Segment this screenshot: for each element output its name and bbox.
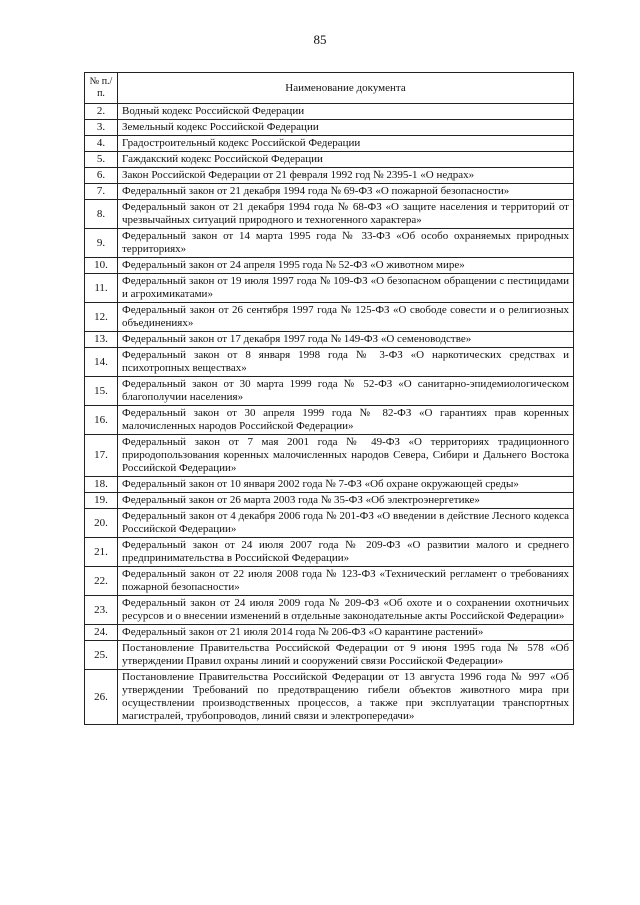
table-row: [85, 641, 574, 670]
document-name: Федеральный закон от 24 апреля 1995 года № 52-ФЗ «О животном мире»: [118, 258, 574, 274]
document-name: Федеральный закон от 4 декабря 2006 года № 201-ФЗ «О введении в действие Лесного кодекса Российской Федерации»: [118, 509, 574, 538]
row-number: 26.: [85, 670, 118, 725]
document-name: Градостроительный кодекс Российской Федерации: [118, 136, 574, 152]
row-number: 21.: [85, 538, 118, 567]
document-name: Федеральный закон от 24 июля 2007 года № 209-ФЗ «О развитии малого и среднего предпринимательства в Российской Федерации»: [118, 538, 574, 567]
document-name: Гаждакский кодекс Российской Федерации: [118, 152, 574, 168]
document-name: Федеральный закон от 22 июля 2008 года № 123-ФЗ «Технический регламент о требованиях пожарной безопасности»: [118, 567, 574, 596]
table-row: [85, 152, 574, 168]
row-number: 9.: [85, 229, 118, 258]
documents-table: [84, 72, 574, 725]
document-name: Федеральный закон от 17 декабря 1997 года № 149-ФЗ «О семеноводстве»: [118, 332, 574, 348]
table-row: [85, 229, 574, 258]
row-number: 22.: [85, 567, 118, 596]
table-row: [85, 435, 574, 477]
row-number: 13.: [85, 332, 118, 348]
table-row: [85, 477, 574, 493]
table-row: [85, 200, 574, 229]
table-row: [85, 538, 574, 567]
row-number: 16.: [85, 406, 118, 435]
document-name: Закон Российской Федерации от 21 февраля 1992 год № 2395-1 «О недрах»: [118, 168, 574, 184]
document-name: Федеральный закон от 19 июля 1997 года № 109-ФЗ «О безопасном обращении с пестицидами и агрохимикатами»: [118, 274, 574, 303]
row-number: 20.: [85, 509, 118, 538]
table-row: [85, 136, 574, 152]
table-row: [85, 377, 574, 406]
row-number: 15.: [85, 377, 118, 406]
row-number: 3.: [85, 120, 118, 136]
document-name: Федеральный закон от 7 мая 2001 года № 49-ФЗ «О территориях традиционного природопользования коренных малочисленных народов Севера, Сибири и Дальнего Востока Российской Федерации»: [118, 435, 574, 477]
table-header-row: [85, 73, 574, 104]
document-name: Постановление Правительства Российской Федерации от 13 августа 1996 года № 997 «Об утверждении Требований по предотвращению гибели объектов животного мира при осуществлении производственных процессов, а также при эксплуатации транспортных магистралей, трубопроводов, линий связи и электропередачи»: [118, 670, 574, 725]
row-number: 23.: [85, 596, 118, 625]
document-name: Федеральный закон от 24 июля 2009 года № 209-ФЗ «Об охоте и о сохранении охотничьих ресурсов и о внесении изменений в отдельные законодательные акты Российской Федерации»: [118, 596, 574, 625]
row-number: 24.: [85, 625, 118, 641]
document-name: Федеральный закон от 21 декабря 1994 года № 68-ФЗ «О защите населения и территорий от чрезвычайных ситуаций природного и техногенного характера»: [118, 200, 574, 229]
table-row: [85, 258, 574, 274]
table-row: [85, 625, 574, 641]
table-row: [85, 670, 574, 725]
table-row: [85, 120, 574, 136]
document-name: Федеральный закон от 21 июля 2014 года № 206-ФЗ «О карантине растений»: [118, 625, 574, 641]
table-row: [85, 406, 574, 435]
table-row: [85, 596, 574, 625]
row-number: 25.: [85, 641, 118, 670]
document-name: Федеральный закон от 26 сентября 1997 года № 125-ФЗ «О свободе совести и о религиозных объединениях»: [118, 303, 574, 332]
document-name: Постановление Правительства Российской Федерации от 9 июня 1995 года № 578 «Об утверждении Правил охраны линий и сооружений связи Российской Федерации»: [118, 641, 574, 670]
row-number: 6.: [85, 168, 118, 184]
document-name: Федеральный закон от 21 декабря 1994 года № 69-ФЗ «О пожарной безопасности»: [118, 184, 574, 200]
table-row: [85, 184, 574, 200]
table-row: [85, 168, 574, 184]
row-number: 12.: [85, 303, 118, 332]
row-number: 7.: [85, 184, 118, 200]
table-row: [85, 493, 574, 509]
document-name: Федеральный закон от 30 апреля 1999 года № 82-ФЗ «О гарантиях прав коренных малочисленных народов Российской Федерации»: [118, 406, 574, 435]
row-number: 19.: [85, 493, 118, 509]
document-name: Федеральный закон от 30 марта 1999 года № 52-ФЗ «О санитарно-эпидемиологическом благополучии населения»: [118, 377, 574, 406]
row-number: 8.: [85, 200, 118, 229]
column-header-name: Наименование документа: [118, 73, 574, 104]
row-number: 5.: [85, 152, 118, 168]
page-number: 85: [313, 32, 327, 47]
table-row: [85, 567, 574, 596]
row-number: 2.: [85, 104, 118, 120]
table-row: [85, 348, 574, 377]
table-row: [85, 509, 574, 538]
table-row: [85, 274, 574, 303]
row-number: 17.: [85, 435, 118, 477]
table-body: [85, 104, 574, 725]
document-name: Федеральный закон от 14 марта 1995 года № 33-ФЗ «Об особо охраняемых природных территориях»: [118, 229, 574, 258]
row-number: 14.: [85, 348, 118, 377]
row-number: 4.: [85, 136, 118, 152]
row-number: 11.: [85, 274, 118, 303]
table-row: [85, 332, 574, 348]
table-row: [85, 104, 574, 120]
document-name: Водный кодекс Российской Федерации: [118, 104, 574, 120]
document-name: Федеральный закон от 10 января 2002 года № 7-ФЗ «Об охране окружающей среды»: [118, 477, 574, 493]
row-number: 18.: [85, 477, 118, 493]
row-number: 10.: [85, 258, 118, 274]
column-header-number: № п./п.: [85, 73, 118, 104]
table-row: [85, 303, 574, 332]
document-name: Федеральный закон от 8 января 1998 года № 3-ФЗ «О наркотических средствах и психотропных веществах»: [118, 348, 574, 377]
document-name: Земельный кодекс Российской Федерации: [118, 120, 574, 136]
document-name: Федеральный закон от 26 марта 2003 года № 35-ФЗ «Об электроэнергетике»: [118, 493, 574, 509]
